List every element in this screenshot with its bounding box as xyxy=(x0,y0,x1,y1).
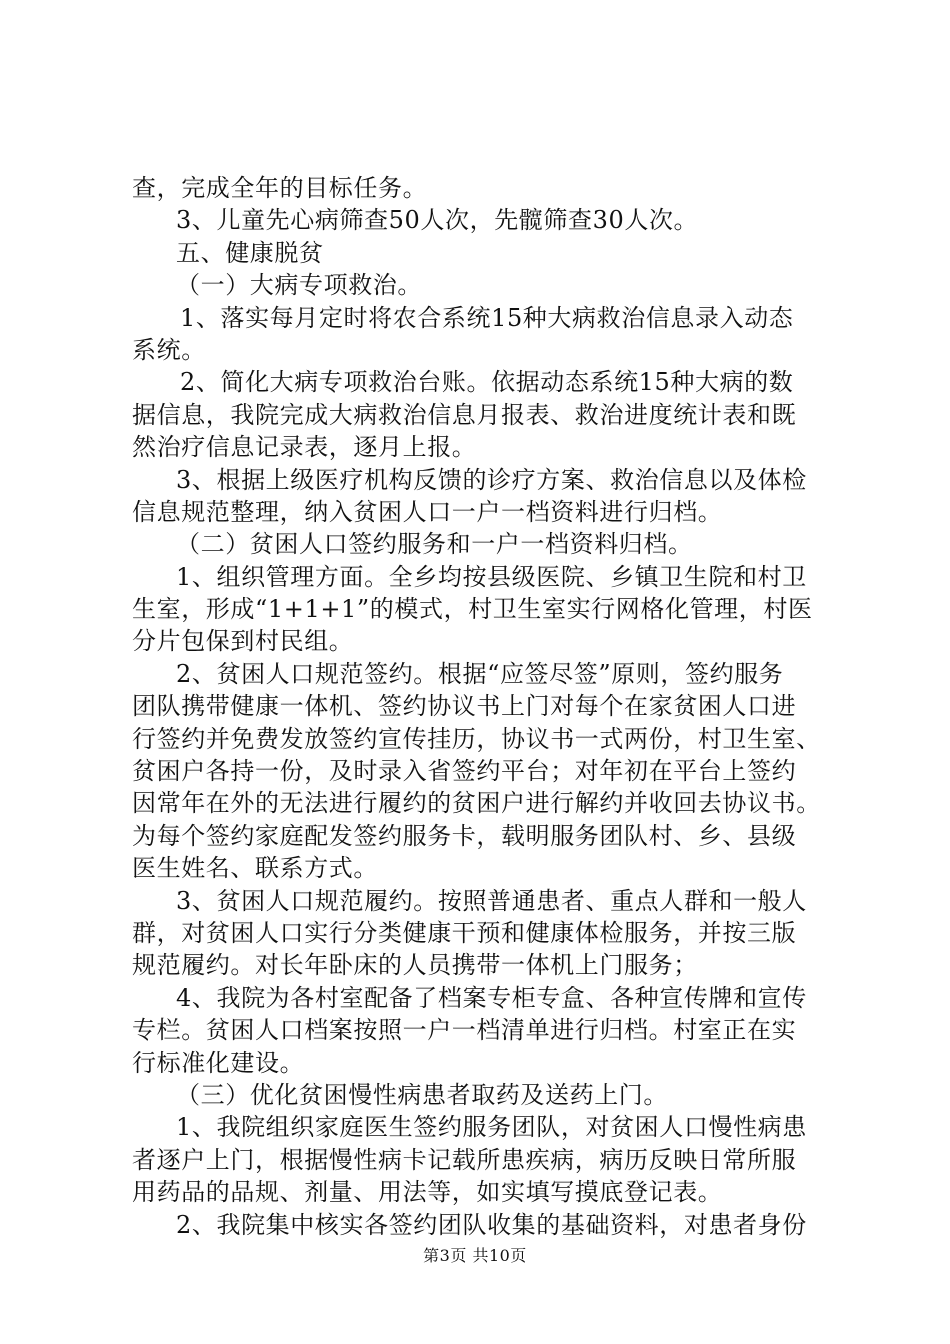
text-line: （一）大病专项救治。 xyxy=(176,271,422,300)
text-line: 1、落实每月定时将农合系统15种大病救治信息录入动态 xyxy=(180,303,794,332)
text-line: 团队携带健康一体机、签约协议书上门对每个在家贫困人口进 xyxy=(132,692,797,721)
text-line: 2、简化大病专项救治台账。依据动态系统15种大病的数 xyxy=(180,368,794,397)
text-line: 据信息，我院完成大病救治信息月报表、救治进度统计表和既 xyxy=(132,400,797,429)
text-line: 行标准化建设。 xyxy=(132,1048,305,1077)
text-line: 1、我院组织家庭医生签约服务团队，对贫困人口慢性病患 xyxy=(176,1113,807,1142)
page-footer: 第3页 共10页 xyxy=(423,1246,527,1265)
text-line: 生室，形成“1+1+1”的模式，村卫生室实行网格化管理，村医 xyxy=(132,595,813,624)
document-body xyxy=(132,172,832,1241)
text-line: 群，对贫困人口实行分类健康干预和健康体检服务，并按三版 xyxy=(132,918,797,947)
text-line: 3、贫困人口规范履约。按照普通患者、重点人群和一般人 xyxy=(176,886,807,915)
text-line: 专栏。贫困人口档案按照一户一档清单进行归档。村室正在实 xyxy=(132,1016,797,1045)
text-line: 医生姓名、联系方式。 xyxy=(132,854,378,883)
text-line: 规范履约。对长年卧床的人员携带一体机上门服务； xyxy=(132,951,698,980)
text-line: 分片包保到村民组。 xyxy=(132,627,354,656)
text-line: （二）贫困人口签约服务和一户一档资料归档。 xyxy=(176,530,693,559)
text-line: 查，完成全年的目标任务。 xyxy=(132,174,428,202)
text-line: 五、健康脱贫 xyxy=(176,238,324,267)
text-line: 2、我院集中核实各签约团队收集的基础资料，对患者身份 xyxy=(176,1210,807,1239)
text-line: 3、根据上级医疗机构反馈的诊疗方案、救治信息以及体检 xyxy=(176,465,807,494)
text-line: 然治疗信息记录表，逐月上报。 xyxy=(132,433,477,462)
text-line: 因常年在外的无法进行履约的贫困户进行解约并收回去协议书。 xyxy=(132,789,821,818)
text-line: 信息规范整理，纳入贫困人口一户一档资料进行归档。 xyxy=(132,497,723,526)
text-line: 用药品的品规、剂量、用法等，如实填写摸底登记表。 xyxy=(132,1178,723,1207)
text-line: 为每个签约家庭配发签约服务卡，载明服务团队村、乡、县级 xyxy=(132,821,797,850)
text-line: 2、贫困人口规范签约。根据“应签尽签”原则，签约服务 xyxy=(176,659,784,688)
text-line: 3、儿童先心病筛查50人次，先髋筛查30人次。 xyxy=(176,206,699,235)
text-line: 1、组织管理方面。全乡均按县级医院、乡镇卫生院和村卫 xyxy=(176,562,807,591)
text-line: 贫困户各持一份，及时录入省签约平台；对年初在平台上签约 xyxy=(132,757,797,786)
text-line: 者逐户上门，根据慢性病卡记载所患疾病，病历反映日常所服 xyxy=(132,1145,797,1174)
text-line: （三）优化贫困慢性病患者取药及送药上门。 xyxy=(176,1080,668,1109)
text-line: 行签约并免费发放签约宣传挂历，协议书一式两份，村卫生室、 xyxy=(132,724,821,753)
text-line: 4、我院为各村室配备了档案专柜专盒、各种宣传牌和宣传 xyxy=(176,983,807,1012)
text-line: 系统。 xyxy=(132,335,206,364)
